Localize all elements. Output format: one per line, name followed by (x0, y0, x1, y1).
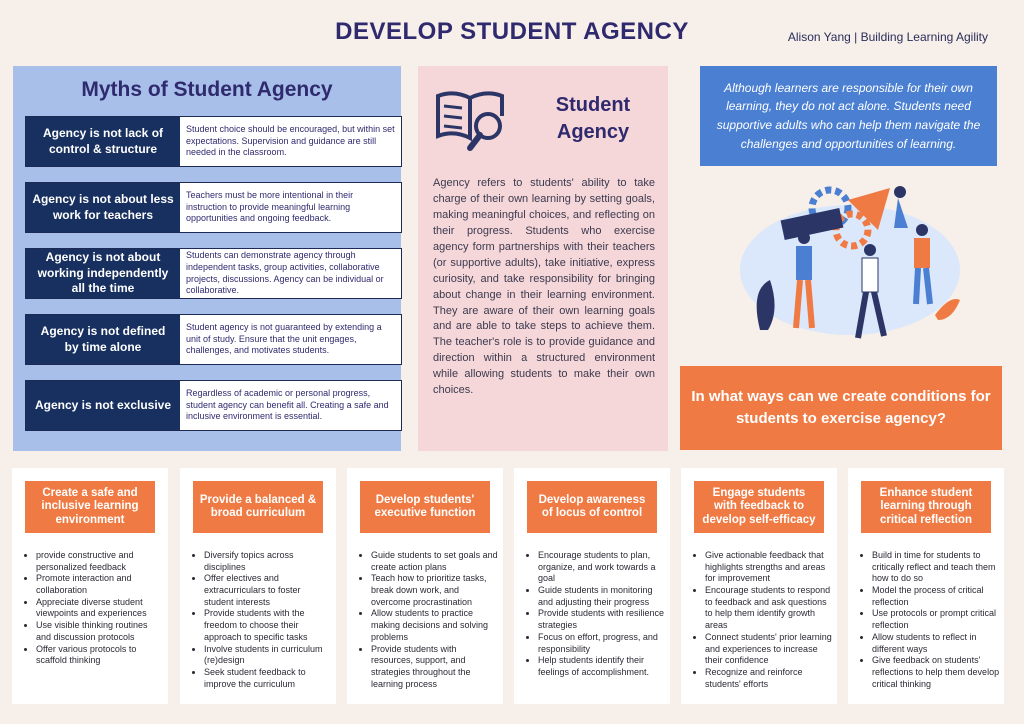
list-item: • Encourage students to plan, organize, and work towards a goal (538, 550, 666, 585)
list-item: • Provide students with resilience strategies (538, 608, 666, 631)
card-list (524, 550, 666, 679)
list-item: • Provide students with the freedom to choose their approach to specific tasks (204, 608, 332, 643)
card-title: Enhance student learning through critical reflection (861, 481, 991, 533)
card-list (357, 550, 499, 690)
card-title: Provide a balanced & broad curriculum (193, 481, 323, 533)
myth-description: Student agency is not guaranteed by extending a unit of study. Ensure that the unit engages, challenges, and motivates students. (186, 321, 382, 356)
list-item: • Build in time for students to critically reflect and teach them how to do so (872, 550, 1000, 585)
card-list (22, 550, 164, 667)
myth-row (25, 248, 402, 299)
myth-description: Teachers must be more intentional in their instruction to provide meaningful learning opportunities and ongoing feedback. (186, 189, 354, 224)
strategy-card (180, 468, 336, 704)
card-title: Develop students' executive function (360, 481, 490, 533)
strategy-card (514, 468, 670, 704)
list-item: • Involve students in curriculum (re)design (204, 644, 332, 667)
list-item: • Focus on effort, progress, and responsibility (538, 632, 666, 655)
list-item: • Diversify topics across disciplines (204, 550, 332, 573)
list-item: • Recognize and reinforce students' efforts (705, 667, 833, 690)
list-item: • Encourage students to respond to feedback and ask questions to help them identify growth areas (705, 585, 833, 632)
list-item: • Provide students with resources, support, and strategies throughout the learning process (371, 644, 499, 691)
strategy-card (12, 468, 168, 704)
card-list (691, 550, 833, 690)
myth-row (25, 314, 402, 365)
list-item: • Use protocols or prompt critical reflection (872, 608, 1000, 631)
myth-label: Agency is not defined by time alone (26, 315, 180, 364)
list-item: • provide constructive and personalized feedback (36, 550, 164, 573)
people-gears-illustration (730, 180, 970, 350)
myth-row (25, 182, 402, 233)
myth-description: Regardless of academic or personal progress, student agency can benefit all. Creating a safe and inclusive environment is essential. (186, 387, 389, 422)
myth-label: Agency is not about working independently all the time (26, 249, 180, 298)
strategy-card (347, 468, 503, 704)
quote-box: Although learners are responsible for their own learning, they do not act alone. Students need supportive adults who can help them navigate the challenges and opportunities of learning. (700, 66, 997, 166)
book-magnifier-icon (434, 86, 510, 156)
list-item: • Allow students to reflect in different ways (872, 632, 1000, 655)
myth-label: Agency is not lack of control & structure (26, 117, 180, 166)
myth-label: Agency is not about less work for teachers (26, 183, 180, 232)
list-item: • Seek student feedback to improve the curriculum (204, 667, 332, 690)
card-title: Develop awareness of locus of control (527, 481, 657, 533)
list-item: • Use visible thinking routines and discussion protocols (36, 620, 164, 643)
list-item: • Give actionable feedback that highlights strengths and areas for improvement (705, 550, 833, 585)
card-title: Engage students with feedback to develop self-efficacy (694, 481, 824, 533)
myth-description: Student choice should be encouraged, but within set expectations. Supervision and guidance are still needed in the classroom. (186, 123, 395, 158)
card-list (858, 550, 1000, 690)
card-title: Create a safe and inclusive learning environment (25, 481, 155, 533)
student-agency-panel (418, 66, 668, 451)
list-item: • Help students identify their feelings of accomplishment. (538, 655, 666, 678)
myth-label: Agency is not exclusive (26, 381, 180, 430)
list-item: • Promote interaction and collaboration (36, 573, 164, 596)
list-item: • Connect students' prior learning and experiences to increase their confidence (705, 632, 833, 667)
myths-title: Myths of Student Agency (81, 78, 333, 101)
myths-panel (13, 66, 401, 451)
list-item: • Allow students to practice making decisions and solving problems (371, 608, 499, 643)
myth-row (25, 116, 402, 167)
list-item: • Teach how to prioritize tasks, break down work, and overcome procrastination (371, 573, 499, 608)
list-item: • Offer electives and extracurriculars to foster student interests (204, 573, 332, 608)
list-item: • Guide students in monitoring and adjusting their progress (538, 585, 666, 608)
page-title: DEVELOP STUDENT AGENCY (335, 18, 689, 45)
card-list (190, 550, 332, 690)
author-credit: Alison Yang | Building Learning Agility (787, 30, 988, 44)
agency-title: Student Agency (555, 94, 631, 143)
myth-description: Students can demonstrate agency through independent tasks, group activities, collaborative projects, discussions. Agency can be individual or collaborative. (186, 250, 384, 296)
strategy-card (848, 468, 1004, 704)
strategy-card (681, 468, 837, 704)
list-item: • Model the process of critical reflection (872, 585, 1000, 608)
list-item: • Give feedback on students' reflections to help them develop critical thinking (872, 655, 1000, 690)
question-banner: In what ways can we create conditions for students to exercise agency? (680, 366, 1002, 450)
list-item: • Offer various protocols to scaffold thinking (36, 644, 164, 667)
agency-description: Agency refers to students' ability to take charge of their own learning by setting goals, making meaningful choices, and reflecting on their progress. Students who exercise agency form partnerships with their teachers (or supportive adults), take initiative, express curiosity, and take responsibility for bringing about change in their learning environment. They are aware of their own learning goals and are able to take steps to achieve them. The teacher's role is to provide guidance and direction within a structured environment while allowing students to make their own choices. (433, 177, 655, 397)
myth-row (25, 380, 402, 431)
list-item: • Appreciate diverse student viewpoints and experiences (36, 597, 164, 620)
list-item: • Guide students to set goals and create action plans (371, 550, 499, 573)
